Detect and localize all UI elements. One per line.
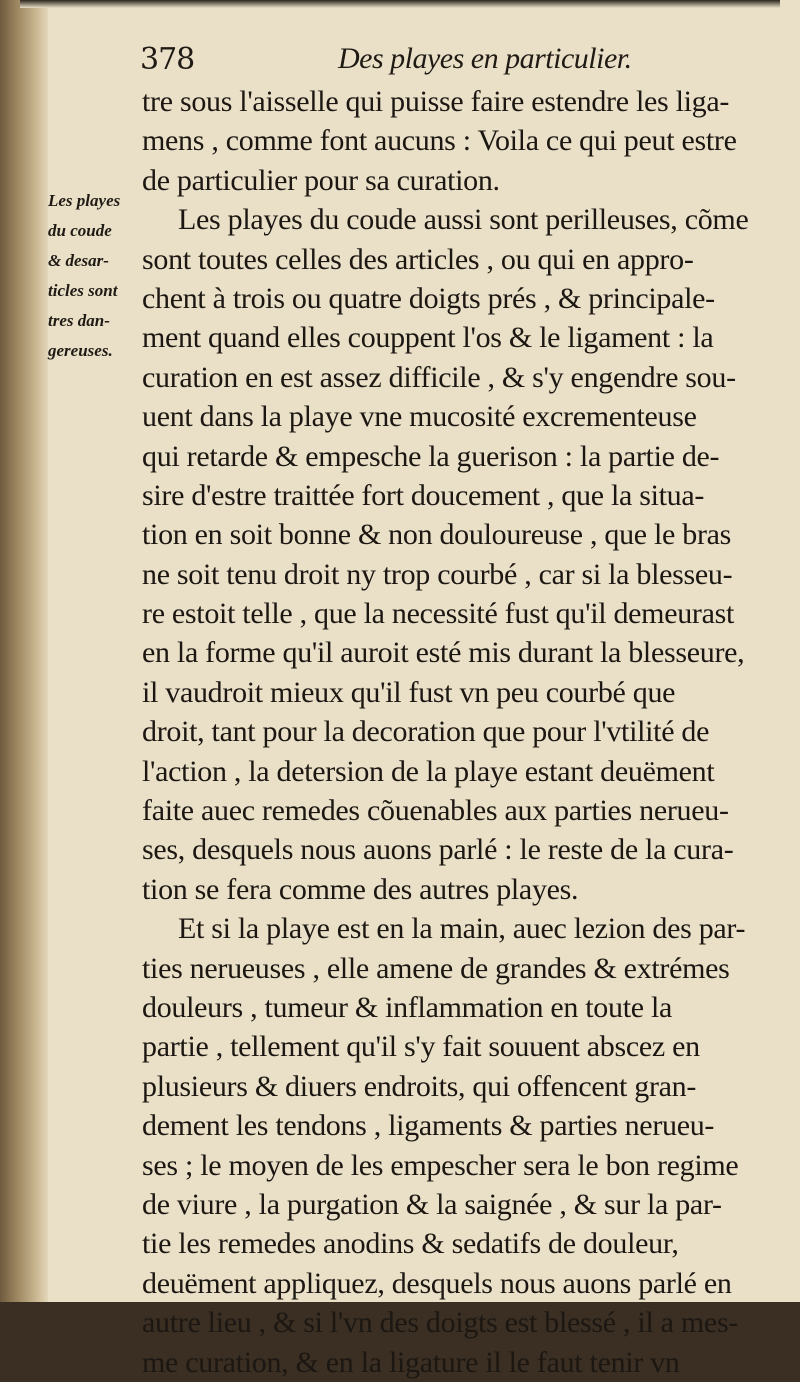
text-line: en la forme qu'il auroit esté mis durant la blesseure, [142, 636, 745, 670]
text-line: Les playes du coude aussi sont perilleuses, cõme [178, 203, 749, 237]
page-number: 378 [140, 42, 195, 77]
text-line: de viure , la purgation & la saignée , & sur la par- [142, 1187, 722, 1221]
margin-note-line: Les playes [48, 191, 121, 210]
text-line: ment quand elles couppent l'os & le ligament : la [142, 321, 714, 355]
text-line: re estoit telle , que la necessité fust qu'il demeurast [142, 597, 735, 631]
text-line: uent dans la playe vne mucosité excrementeuse [142, 400, 697, 434]
text-line: me curation, & en la ligature il le faut tenir vn [142, 1345, 680, 1379]
text-line: curation en est assez difficile , & s'y engendre sou- [142, 360, 736, 394]
text-line: deuëment appliquez, desquels nous auons parlé en [142, 1266, 732, 1300]
margin-note [48, 186, 148, 366]
body-text [142, 82, 792, 1382]
text-line: tion se fera comme des autres playes. [142, 872, 579, 906]
text-line: qui retarde & empesche la guerison : la partie de- [142, 439, 720, 473]
margin-note-line: gereuses. [48, 341, 113, 360]
text-line: l'action , la detersion de la playe estant deuëment [142, 754, 715, 788]
text-line: de particulier pour sa curation. [142, 163, 500, 197]
text-line: douleurs , tumeur & inflammation en toute la [142, 990, 673, 1024]
page-header [140, 42, 660, 86]
margin-note-line: & desar- [48, 251, 109, 270]
text-line: ne soit tenu droit ny trop courbé , car si la blesseu- [142, 557, 733, 591]
margin-note-line: du coude [48, 221, 112, 240]
text-line: Et si la playe est en la main, auec lezion des par- [178, 912, 746, 946]
text-line: sire d'estre traittée fort doucement , que la situa- [142, 478, 705, 512]
margin-note-line: tres dan- [48, 311, 110, 330]
margin-note-line: ticles sont [48, 281, 118, 300]
text-line: sont toutes celles des articles , ou qui en appro- [142, 242, 694, 276]
book-gutter [0, 0, 48, 1302]
text-line: tion en soit bonne & non douloureuse , que le bras [142, 518, 732, 552]
text-line: droit, tant pour la decoration que pour l'vtilité de [142, 715, 710, 749]
text-line: dement les tendons , ligaments & parties nerueu- [142, 1109, 715, 1143]
text-line: il vaudroit mieux qu'il fust vn peu courbé que [142, 675, 676, 709]
page-top-edge [20, 0, 780, 8]
text-line: faite auec remedes cõuenables aux parties nerueu- [142, 794, 729, 828]
text-line: autre lieu , & si l'vn des doigts est blessé , il a mes- [142, 1306, 739, 1340]
text-line: tie les remedes anodins & sedatifs de douleur, [142, 1227, 679, 1261]
text-line: ses ; le moyen de les empescher sera le bon regime [142, 1148, 739, 1182]
text-line: plusieurs & diuers endroits, qui offencent gran- [142, 1069, 697, 1103]
text-line: tre sous l'aisselle qui puisse faire estendre les liga- [142, 85, 730, 118]
running-title: Des playes en particulier. [338, 42, 632, 75]
text-line: ses, desquels nous auons parlé : le reste de la cura- [142, 833, 734, 867]
text-line: mens , comme font aucuns : Voila ce qui peut estre [142, 124, 737, 158]
text-line: partie , tellement qu'il s'y fait souuent abscez en [142, 1030, 700, 1064]
text-line: chent à trois ou quatre doigts prés , & principale- [142, 281, 715, 315]
text-line: ties nerueuses , elle amene de grandes & extrémes [142, 951, 730, 985]
